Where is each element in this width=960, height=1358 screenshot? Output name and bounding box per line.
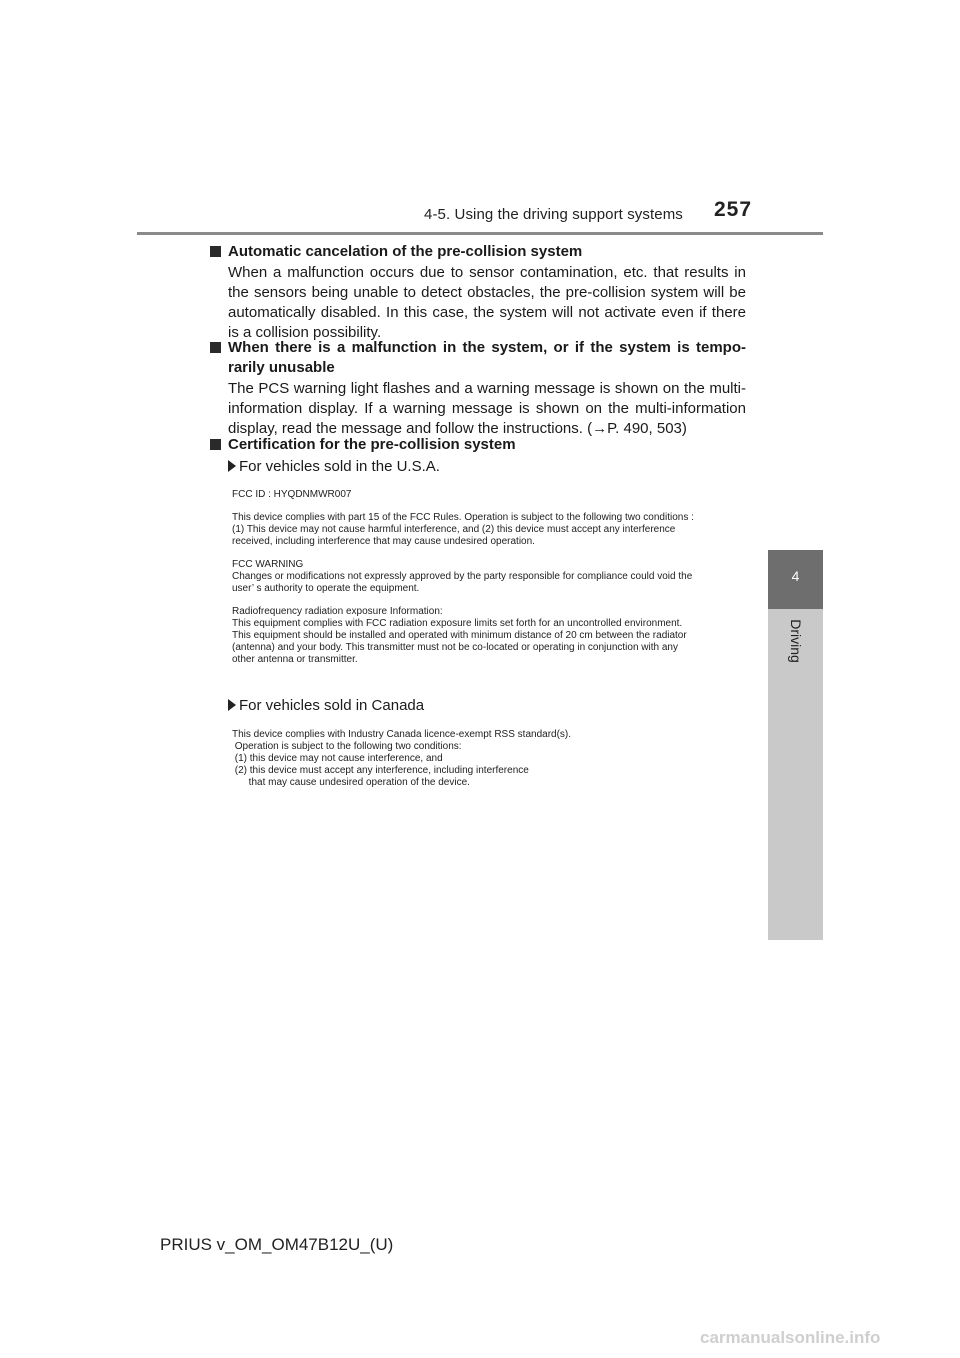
notice-gap: [232, 501, 694, 512]
notice-line: (2) this device must accept any interference, including interference: [232, 765, 529, 776]
page-number: 257: [714, 198, 753, 221]
notice-line: Changes or modifications not expressly approved by the party responsible for compliance could void the: [232, 571, 693, 582]
notice-line: This equipment complies with FCC radiation exposure limits set forth for an uncontrolled environment.: [232, 618, 683, 629]
section-heading-text: Automatic cancelation of the pre-collision system: [228, 243, 583, 260]
section-heading: [210, 242, 746, 262]
triangle-right-icon: [228, 699, 236, 711]
chapter-tab: [768, 550, 823, 609]
section-heading: [210, 435, 746, 455]
notice-line: that may cause undesired operation of the device.: [232, 777, 470, 788]
notice-line: (1) this device may not cause interference, and: [232, 753, 443, 764]
black-square-icon: [210, 342, 221, 353]
notice-line: Operation is subject to the following two conditions:: [232, 741, 462, 752]
industry-canada-notice: [232, 729, 571, 789]
sub-item-canada: [228, 696, 424, 716]
triangle-right-icon: [228, 460, 236, 472]
section-heading-text: When there is a malfunction in the system, or if the system is tempo-rarily unusable: [228, 339, 746, 376]
notice-line: other antenna or transmitter.: [232, 654, 358, 665]
chapter-tab-label: Driving: [788, 619, 804, 663]
black-square-icon: [210, 246, 221, 257]
fcc-notice: [232, 489, 694, 666]
notice-line: user’ s authority to operate the equipment.: [232, 583, 420, 594]
section-automatic-cancelation: [210, 242, 746, 343]
chapter-tab-number: 4: [791, 568, 800, 584]
section-certification: [210, 435, 746, 455]
section-heading-text: Certification for the pre-collision system: [228, 436, 516, 453]
notice-line: This device complies with Industry Canada licence-exempt RSS standard(s).: [232, 729, 572, 740]
notice-gap: [232, 595, 694, 606]
section-system-malfunction: [210, 338, 746, 439]
notice-line: This equipment should be installed and operated with minimum distance of 20 cm between the radiator: [232, 630, 687, 641]
black-square-icon: [210, 439, 221, 450]
notice-line: This device complies with part 15 of the FCC Rules. Operation is subject to the following two conditions :: [232, 512, 694, 523]
section-heading: [210, 338, 746, 378]
sub-item-label: For vehicles sold in Canada: [239, 697, 425, 714]
notice-line: received, including interference that may cause undesired operation.: [232, 536, 535, 547]
notice-line: Radiofrequency radiation exposure Information:: [232, 606, 443, 617]
header-section-title: 4-5. Using the driving support systems: [424, 206, 683, 223]
notice-line: (1) This device may not cause harmful interference, and (2) this device must accept any interference: [232, 524, 676, 535]
model-code: PRIUS v_OM_OM47B12U_(U): [160, 1235, 394, 1254]
section-body: The PCS warning light flashes and a warning message is shown on the multi-information display. If a warning message is shown on the multi-information display, read the message and follow the instructions. (→P. 490, 503): [228, 380, 746, 437]
notice-line: (antenna) and your body. This transmitter must not be co-located or operating in conjunction with any: [232, 642, 678, 653]
header-divider: [137, 232, 823, 235]
notice-gap: [232, 548, 694, 559]
notice-line: FCC ID : HYQDNMWR007: [232, 489, 352, 500]
notice-line: FCC WARNING: [232, 559, 304, 570]
section-body: When a malfunction occurs due to sensor contamination, etc. that results in the sensors being unable to detect obstacles, the pre-collision system will be automatically disabled. In this case, the system will not activate even if there is a collision possibility.: [228, 264, 746, 341]
sub-item-label: For vehicles sold in the U.S.A.: [239, 458, 440, 475]
watermark: carmanualsonline.info: [700, 1328, 881, 1347]
sub-item-usa: [228, 457, 440, 477]
